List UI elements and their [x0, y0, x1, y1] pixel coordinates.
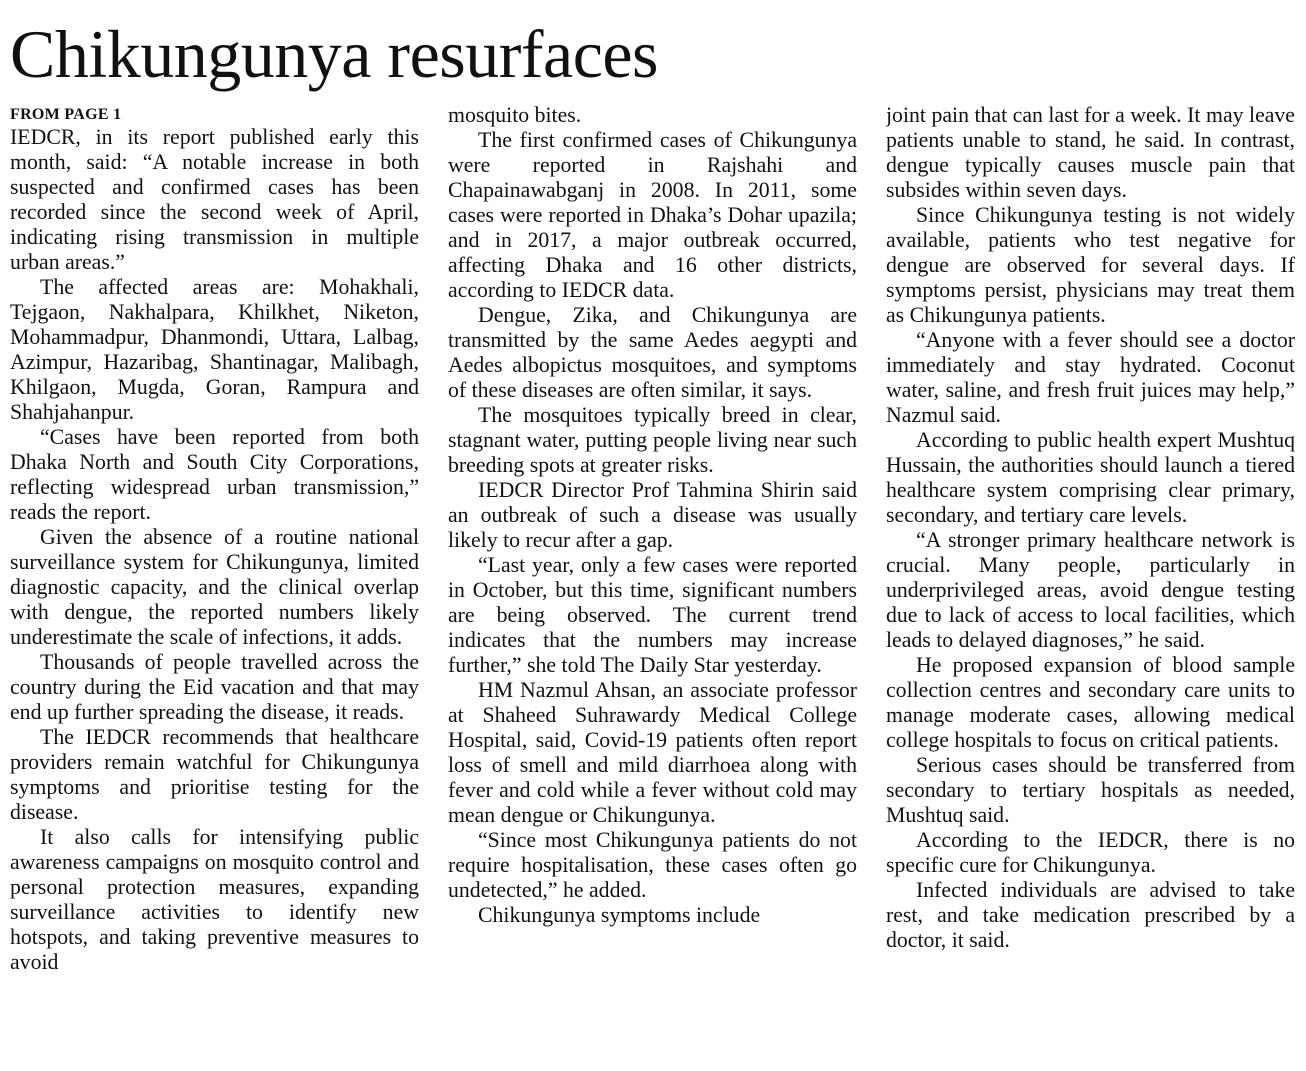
paragraph: The IEDCR recommends that healthcare providers remain watchful for Chikungunya symptoms and prioritise testing for the disease.: [10, 725, 419, 824]
paragraph: The mosquitoes typically breed in clear, stagnant water, putting people living near such breeding spots at greater risks.: [448, 403, 857, 477]
paragraph: Chikungunya symptoms include: [478, 903, 761, 927]
article-column-1: [10, 105, 419, 1065]
paragraph: According to the IEDCR, there is no specific cure for Chikungunya.: [886, 828, 1295, 877]
paragraph: Given the absence of a routine national surveillance system for Chikungunya, limited diagnostic capacity, and the clinical overlap with dengue, the reported numbers likely underestimate the scale of infections, it adds.: [10, 525, 419, 649]
paragraph: IEDCR, in its report published early this month, said: “A notable increase in both suspected and confirmed cases has been recorded since the second week of April, indicating rising transmission in multiple urban areas.”: [10, 125, 419, 274]
paragraph: mosquito bites.: [448, 103, 582, 127]
article-column-3: [886, 103, 1295, 1063]
paragraph: “Anyone with a fever should see a doctor immediately and stay hydrated. Coconut water, saline, and fresh fruit juices may help,” Nazmul said.: [886, 328, 1295, 427]
paragraph: joint pain that can last for a week. It may leave patients unable to stand, he said. In contrast, dengue typically causes muscle pain that subsides within seven days.: [886, 103, 1295, 202]
paragraph: “A stronger primary healthcare network is crucial. Many people, particularly in underprivileged areas, avoid dengue testing due to lack of access to local facilities, which leads to delayed diagnoses,” he said.: [886, 528, 1295, 652]
continuation-kicker: FROM PAGE 1: [10, 106, 122, 123]
paragraph: “Last year, only a few cases were reported in October, but this time, significant numbers are being observed. The current trend indicates that the numbers may increase further,” she told The Daily Star yesterday.: [448, 553, 857, 677]
paragraph: “Since most Chikungunya patients do not require hospitalisation, these cases often go undetected,” he added.: [448, 828, 857, 902]
paragraph: He proposed expansion of blood sample collection centres and secondary care units to manage moderate cases, allowing medical college hospitals to focus on critical patients.: [886, 653, 1295, 752]
paragraph: Thousands of people travelled across the country during the Eid vacation and that may end up further spreading the disease, it reads.: [10, 650, 419, 724]
paragraph: Dengue, Zika, and Chikungunya are transmitted by the same Aedes aegypti and Aedes albopictus mosquitoes, and symptoms of these diseases are often similar, it says.: [448, 303, 857, 402]
paragraph: IEDCR Director Prof Tahmina Shirin said an outbreak of such a disease was usually likely to recur after a gap.: [448, 478, 857, 552]
paragraph: The affected areas are: Mohakhali, Tejgaon, Nakhalpara, Khilkhet, Niketon, Mohammadpur, Dhanmondi, Uttara, Lalbag, Azimpur, Hazaribag, Shantinagar, Malibagh, Khilgaon, Mugda, Goran, Rampura and Shahjahanpur.: [10, 275, 419, 424]
paragraph: It also calls for intensifying public awareness campaigns on mosquito control and personal protection measures, expanding surveillance activities to identify new hotspots, and taking preventive measures to avoid: [10, 825, 419, 974]
article-column-2: [448, 103, 857, 1063]
paragraph: Infected individuals are advised to take rest, and take medication prescribed by a doctor, it said.: [886, 878, 1295, 952]
paragraph: According to public health expert Mushtuq Hussain, the authorities should launch a tiered healthcare system comprising clear primary, secondary, and tertiary care levels.: [886, 428, 1295, 527]
paragraph: The first confirmed cases of Chikungunya were reported in Rajshahi and Chapainawabganj in 2008. In 2011, some cases were reported in Dhaka’s Dohar upazila; and in 2017, a major outbreak occurred, affecting Dhaka and 16 other districts, according to IEDCR data.: [448, 128, 857, 302]
paragraph: HM Nazmul Ahsan, an associate professor at Shaheed Suhrawardy Medical College Hospital, said, Covid-19 patients often report loss of smell and mild diarrhoea along with fever and cold while a fever without cold may mean dengue or Chikungunya.: [448, 678, 857, 827]
paragraph: Serious cases should be transferred from secondary to tertiary hospitals as needed, Mushtuq said.: [886, 753, 1295, 827]
paragraph: Since Chikungunya testing is not widely available, patients who test negative for dengue are observed for several days. If symptoms persist, physicians may treat them as Chikungunya patients.: [886, 203, 1295, 327]
headline: Chikungunya resurfaces: [10, 16, 659, 92]
paragraph: “Cases have been reported from both Dhaka North and South City Corporations, reflecting widespread urban transmission,” reads the report.: [10, 425, 419, 524]
